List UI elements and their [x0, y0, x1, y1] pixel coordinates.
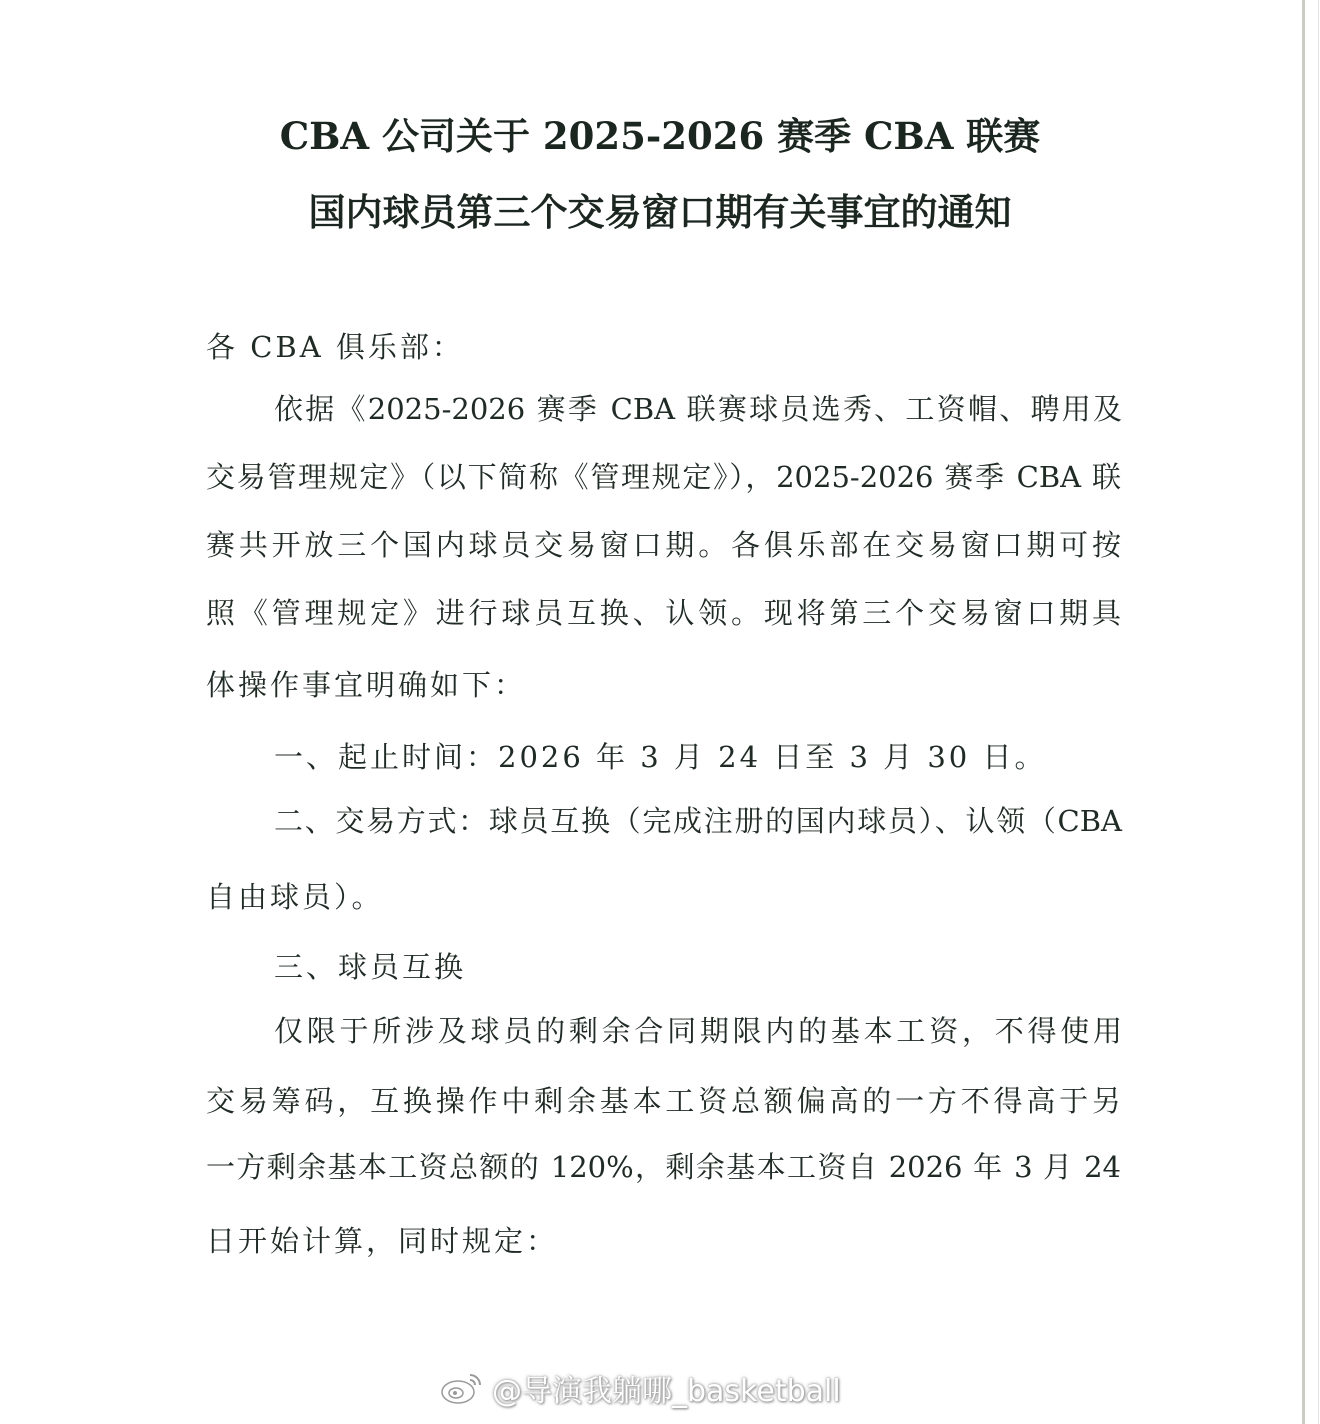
item-3-line-2: 交易筹码，互换操作中剩余基本工资总额偏高的一方不得高于另	[206, 1084, 1121, 1118]
item-3-line-4: 日开始计算，同时规定：	[206, 1224, 559, 1258]
document-title-line-2: 国内球员第三个交易窗口期有关事宜的通知	[308, 190, 1012, 234]
body-line-1: 依据《2025-2026 赛季 CBA 联赛球员选秀、工资帽、聘用及	[274, 392, 1122, 426]
document-title-line-1: CBA 公司关于 2025-2026 赛季 CBA 联赛	[279, 114, 1041, 158]
body-line-4: 照《管理规定》进行球员互换、认领。现将第三个交易窗口期具	[206, 596, 1121, 630]
weibo-icon	[440, 1371, 484, 1405]
weibo-watermark	[440, 1368, 841, 1408]
body-line-5: 体操作事宜明确如下：	[206, 668, 527, 702]
item-2-continued: 自由球员）。	[206, 880, 384, 914]
item-3-heading: 三、球员互换	[274, 950, 467, 984]
item-3-line-3: 一方剩余基本工资总额的 120%，剩余基本工资自 2026 年 3 月 24	[206, 1150, 1121, 1184]
body-line-2: 交易管理规定》（以下简称《管理规定》），2025-2026 赛季 CBA 联	[206, 460, 1121, 494]
salutation: 各 CBA 俱乐部：	[206, 330, 464, 364]
item-2-trade-method: 二、交易方式：球员互换（完成注册的国内球员）、认领（CBA	[274, 804, 1122, 838]
item-1-time-range: 一、起止时间：2026 年 3 月 24 日至 3 月 30 日。	[274, 740, 1047, 774]
body-line-3: 赛共开放三个国内球员交易窗口期。各俱乐部在交易窗口期可按	[206, 528, 1121, 562]
item-3-line-1: 仅限于所涉及球员的剩余合同期限内的基本工资，不得使用	[274, 1014, 1122, 1048]
watermark-text: @导演我躺哪_basketball	[492, 1374, 841, 1409]
